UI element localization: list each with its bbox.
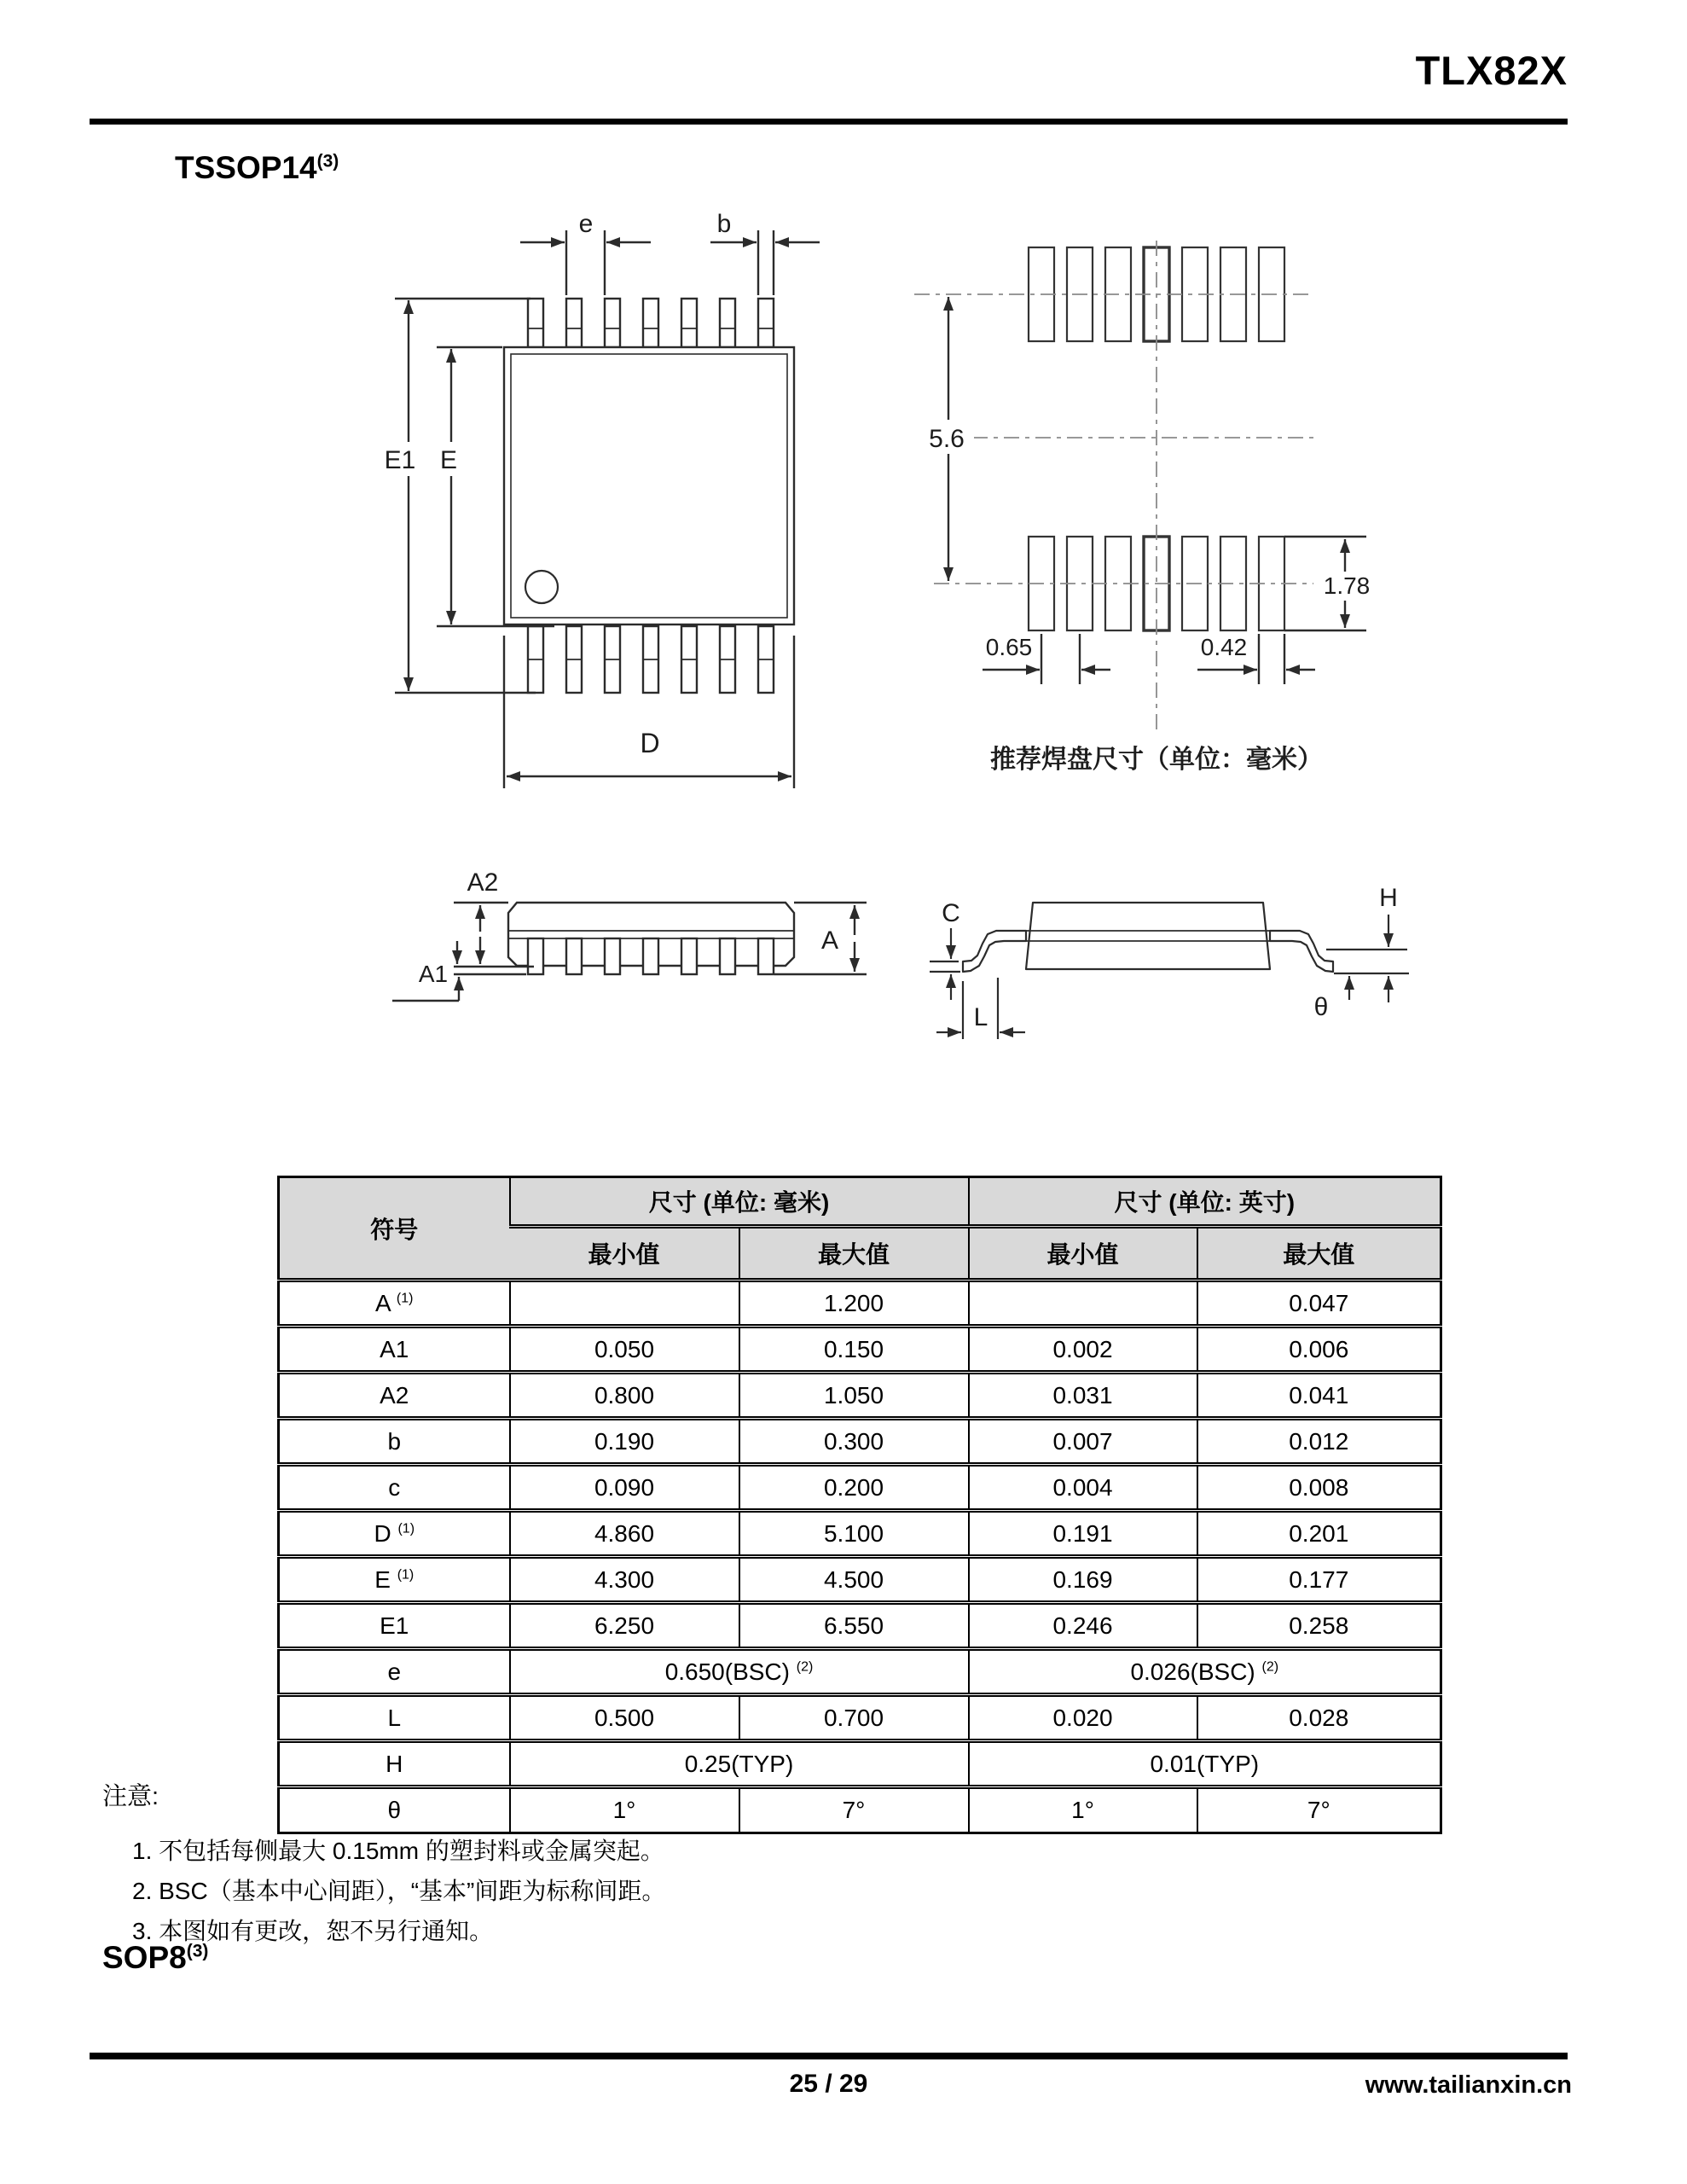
table-row-b: b 0.190 0.300 0.007 0.012 — [279, 1419, 1441, 1465]
dimension-table — [277, 1176, 1442, 1834]
table-row-H: H 0.25(TYP) 0.01(TYP) — [279, 1741, 1441, 1787]
header-rule — [90, 119, 1568, 125]
dim-label-L: L — [973, 1003, 988, 1031]
footer-website-link[interactable]: www.tailianxin.cn — [1365, 2071, 1572, 2099]
pad-layout-diagram — [887, 205, 1450, 802]
section-title-sup: (3) — [316, 151, 339, 171]
table-row-A2: A2 0.800 1.050 0.031 0.041 — [279, 1373, 1441, 1419]
dim-label-E1: E1 — [384, 446, 416, 474]
dim-label-H: H — [1379, 884, 1398, 912]
note-item-3: 3. 本图如有更改，恕不另行通知。 — [132, 1918, 494, 1944]
pad-layout-caption: 推荐焊盘尺寸（单位：毫米） — [990, 746, 1323, 774]
package-side-view-diagram — [358, 819, 921, 1049]
table-header-row-groups — [279, 1177, 1441, 1227]
dim-label-0-42: 0.42 — [1200, 634, 1248, 660]
dim-label-A2: A2 — [467, 868, 499, 897]
package-top-view-diagram — [307, 205, 853, 802]
col-header-inch: 尺寸 (单位: 英寸) — [969, 1177, 1441, 1227]
lead-detail-diagram — [904, 819, 1467, 1058]
footer-page-number: 25 / 29 — [789, 2070, 868, 2098]
footer-rule — [90, 2053, 1568, 2059]
col-header-symbol: 符号 — [279, 1177, 510, 1281]
section-title-text: TSSOP14 — [175, 150, 317, 185]
section-title-sop8 — [102, 1940, 208, 1976]
col-header-mm-max: 最大值 — [739, 1227, 969, 1281]
notes-label: 注意: — [102, 1783, 159, 1810]
section-title-sup: (3) — [186, 1941, 209, 1961]
dim-label-C: C — [942, 899, 960, 927]
table-row-L: L 0.500 0.700 0.020 0.028 — [279, 1695, 1441, 1741]
dim-label-1-78: 1.78 — [1323, 572, 1371, 599]
section-title-text: SOP8 — [102, 1940, 187, 1975]
table-row-A1: A1 0.050 0.150 0.002 0.006 — [279, 1327, 1441, 1373]
table-row-E1: E1 6.250 6.550 0.246 0.258 — [279, 1603, 1441, 1649]
dim-label-5-6: 5.6 — [929, 425, 965, 453]
dim-label-D: D — [640, 728, 660, 758]
dim-label-A1: A1 — [418, 961, 449, 987]
dim-label-A: A — [820, 926, 839, 955]
col-header-mm-min: 最小值 — [510, 1227, 739, 1281]
table-row-A: A $^{(1)}$ 1.200 0.047 — [279, 1281, 1441, 1327]
section-title-tssop14 — [175, 150, 339, 186]
table-row-c: c 0.090 0.200 0.004 0.008 — [279, 1465, 1441, 1511]
note-item-2: 2. BSC（基本中心间距），“基本”间距为标称间距。 — [132, 1878, 666, 1904]
col-header-in-min: 最小值 — [969, 1227, 1197, 1281]
table-row-D: D $^{(1)}$ 4.860 5.100 0.191 0.201 — [279, 1511, 1441, 1557]
dim-label-b: b — [716, 210, 732, 238]
table-row-E: E $^{(1)}$ 4.300 4.500 0.169 0.177 — [279, 1557, 1441, 1603]
page-title: TLX82X — [1415, 48, 1568, 93]
dim-label-0-65: 0.65 — [985, 634, 1033, 660]
dim-label-e: e — [578, 210, 594, 238]
dim-label-E: E — [439, 446, 458, 474]
col-header-mm: 尺寸 (单位: 毫米) — [510, 1177, 969, 1227]
dim-label-theta: θ — [1313, 993, 1329, 1021]
table-row-theta: θ 1° 7° 1° 7° — [279, 1787, 1441, 1833]
note-item-1: 1. 不包括每侧最大 0.15mm 的塑封料或金属突起。 — [132, 1838, 664, 1864]
col-header-in-max: 最大值 — [1197, 1227, 1441, 1281]
table-row-e: e 0.650(BSC) $^{(2)}$ 0.026(BSC) $^{(2)}$ — [279, 1649, 1441, 1695]
